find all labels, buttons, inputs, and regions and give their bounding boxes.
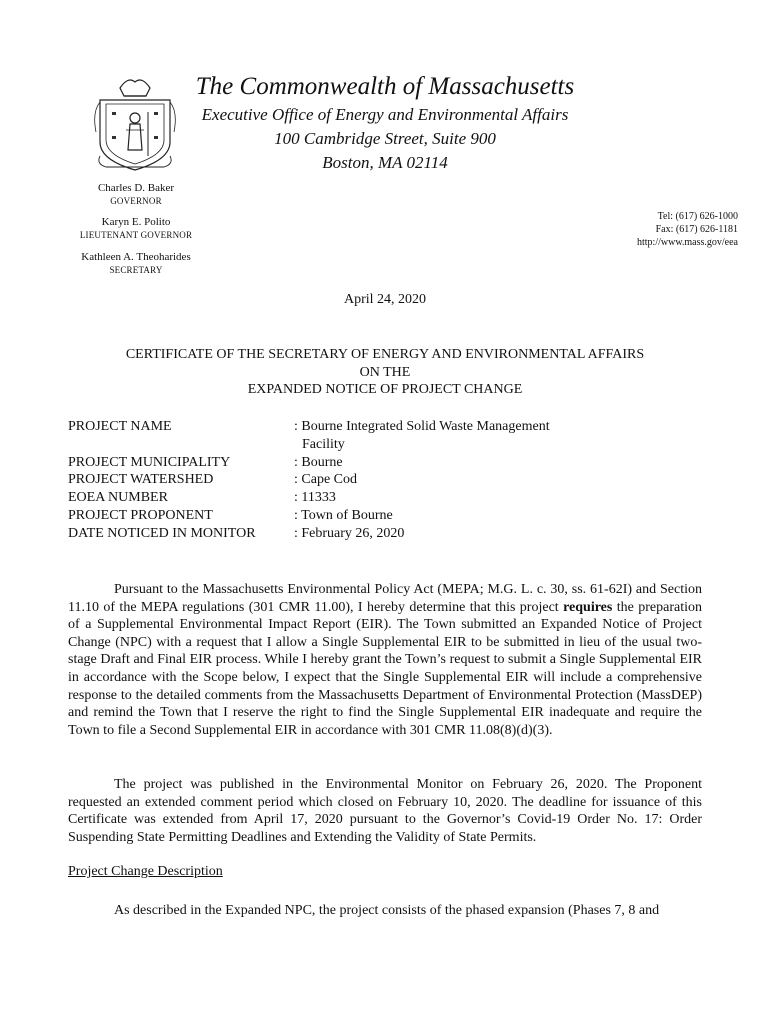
field-value: : Bourne	[294, 454, 343, 470]
document-date: April 24, 2020	[343, 292, 427, 307]
field-label: PROJECT NAME	[68, 419, 172, 434]
letterhead-address-line-2: Boston, MA 02114	[322, 153, 448, 172]
official-title: LIEUTENANT GOVERNOR	[79, 230, 193, 240]
field-row-date-noticed	[68, 525, 594, 543]
field-row-municipality	[68, 454, 594, 472]
official-secretary	[56, 251, 216, 276]
paragraph-project-description: As described in the Expanded NPC, the project consists of the phased expansion (Phases 7, 8 and	[114, 903, 660, 918]
certificate-title-line-2: ON THE	[359, 364, 411, 380]
project-fields	[68, 418, 594, 543]
paragraph-text: the preparation of a Supplemental Environmental Impact Report (EIR). The Town submitted an Expanded Notice of Project Change (NPC) with a request that I allow a Single Supplemental EIR to be submitted in lieu of the usual two-stage Draft and Final EIR process. While I hereby grant the Town’s request to submit a Single Supplemental EIR in accordance with the Scope below, I expect that the Single Supplemental EIR will include a comprehensive response to the detailed comments from the Massachusetts Department of Environmental Protection (MassDEP) and remind the Town that I reserve the right to find the Single Supplemental EIR inadequate and require the Town to file a Second Supplemental EIR in accordance with 301 CMR 11.08(8)(d)(3).	[68, 599, 702, 738]
contact-block	[637, 210, 738, 249]
certificate-title-line-1: CERTIFICATE OF THE SECRETARY OF ENERGY AND ENVIRONMENTAL AFFAIRS	[125, 347, 645, 362]
contact-tel: Tel: (617) 626-1000	[657, 211, 738, 222]
field-row-proponent	[68, 507, 594, 525]
official-lieutenant-governor	[56, 216, 216, 241]
emphasis-requires: requires	[563, 599, 613, 615]
official-name: Charles D. Baker	[97, 182, 175, 194]
paragraph-mepa-determination	[68, 581, 702, 739]
field-row-project-name	[68, 418, 594, 454]
field-label: DATE NOTICED IN MONITOR	[68, 525, 256, 541]
field-value	[294, 418, 594, 454]
contact-web-link[interactable]: http://www.mass.gov/eea	[636, 237, 738, 248]
field-value: : Cape Cod	[294, 472, 357, 488]
field-value: : 11333	[294, 490, 336, 506]
letterhead-office: Executive Office of Energy and Environmental Affairs	[201, 105, 569, 124]
section-heading-project-change: Project Change Description	[68, 864, 223, 879]
field-row-eoea-number	[68, 489, 594, 507]
official-name: Kathleen A. Theoharides	[81, 251, 191, 263]
field-label: PROJECT WATERSHED	[68, 472, 214, 488]
paragraph-monitor-publication: The project was published in the Environmental Monitor on February 26, 2020. The Proponent requested an extended comment period which closed on February 10, 2020. The deadline for issuance of this Certificate was extended from April 17, 2020 pursuant to the Governor’s Covid-19 Order No. 17: Order Suspending State Permitting Deadlines and Extending the Validity of State Permits.	[68, 777, 702, 845]
field-value: : February 26, 2020	[294, 525, 405, 541]
certificate-title	[0, 346, 770, 399]
field-label: PROJECT PROPONENT	[68, 507, 213, 523]
official-governor	[56, 182, 216, 207]
contact-fax: Fax: (617) 626-1181	[655, 224, 738, 235]
field-value: : Town of Bourne	[294, 507, 393, 523]
official-title: SECRETARY	[109, 265, 163, 275]
certificate-title-line-3: EXPANDED NOTICE OF PROJECT CHANGE	[247, 382, 523, 397]
letterhead-address-line-1: 100 Cambridge Street, Suite 900	[274, 129, 496, 148]
letterhead-title: The Commonwealth of Massachusetts	[195, 73, 575, 100]
official-title: GOVERNOR	[110, 196, 162, 206]
field-row-watershed	[68, 471, 594, 489]
paragraph-text: Pursuant to the Massachusetts Environmental Policy Act (MEPA; M.G. L. c. 30, ss. 61-62I) and Section 11.10 of the MEPA regulations (301 CMR 11.00), I hereby determine that this project	[68, 582, 702, 615]
field-value-line: Facility	[302, 436, 345, 452]
field-label: PROJECT MUNICIPALITY	[68, 454, 231, 470]
official-name: Karyn E. Polito	[101, 216, 171, 228]
field-label: EOEA NUMBER	[68, 490, 168, 506]
field-value-line: : Bourne Integrated Solid Waste Management	[294, 419, 550, 434]
